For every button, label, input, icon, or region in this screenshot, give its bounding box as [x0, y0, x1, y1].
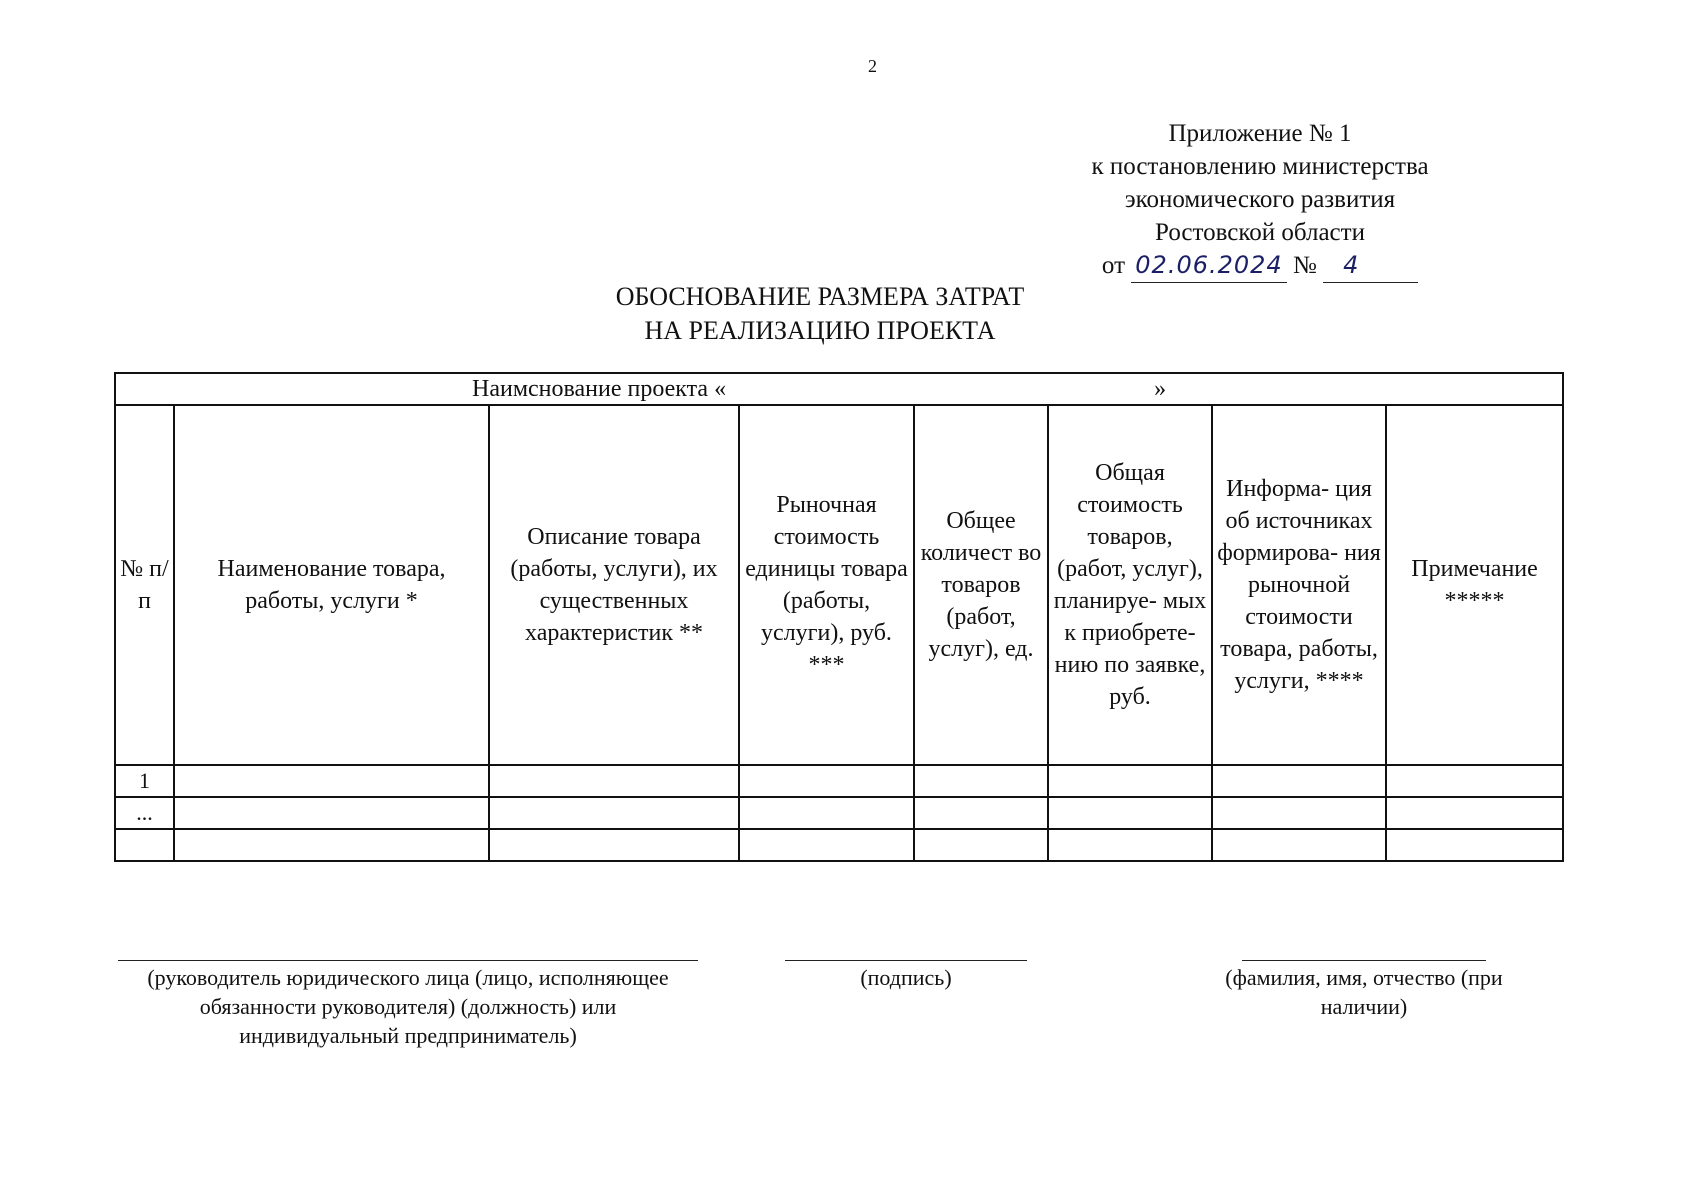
table-cell[interactable]	[489, 765, 739, 797]
date-prefix: от	[1101, 252, 1126, 279]
table-cell[interactable]	[914, 829, 1048, 861]
header-item-name: Наименование товара, работы, услуги *	[174, 405, 489, 765]
number-field	[1323, 249, 1418, 283]
table-cell[interactable]	[914, 797, 1048, 829]
project-name-row	[115, 373, 1563, 405]
signature-caption: (подпись)	[860, 965, 952, 990]
header-number: № п/ п	[115, 405, 174, 765]
table-cell[interactable]	[489, 797, 739, 829]
annex-block	[1080, 117, 1440, 283]
table-cell[interactable]	[1048, 765, 1212, 797]
header-quantity: Общее количест во товаров (работ, услуг), ед.	[914, 405, 1048, 765]
row-number: 1	[115, 765, 174, 797]
table-cell[interactable]	[1212, 765, 1386, 797]
number-prefix: №	[1292, 252, 1317, 279]
name-caption: (фамилия, имя, отчество (при наличии)	[1225, 965, 1503, 1019]
project-name-cell	[115, 373, 1563, 405]
date-field	[1131, 249, 1286, 283]
table-cell[interactable]	[739, 765, 914, 797]
table-row	[115, 797, 1563, 829]
annex-date-row	[1080, 249, 1440, 283]
table-cell[interactable]	[1048, 829, 1212, 861]
table-cell[interactable]	[489, 829, 739, 861]
row-number: ...	[115, 797, 174, 829]
name-signature-line	[1242, 960, 1486, 961]
table-cell[interactable]	[739, 797, 914, 829]
table-cell[interactable]	[739, 829, 914, 861]
table-cell[interactable]	[1386, 765, 1563, 797]
table-cell[interactable]	[174, 797, 489, 829]
annex-line-3: экономического развития	[1124, 186, 1396, 213]
header-unit-price: Рыночная стоимость единицы товара (работы, услуги), руб. ***	[739, 405, 914, 765]
table-cell[interactable]	[1386, 797, 1563, 829]
table-cell[interactable]	[1048, 797, 1212, 829]
header-note: Примечание *****	[1386, 405, 1563, 765]
table-cell[interactable]	[1212, 797, 1386, 829]
project-name-closing: »	[1154, 376, 1167, 402]
table-cell[interactable]	[174, 829, 489, 861]
table-row	[115, 829, 1563, 861]
table-cell[interactable]	[914, 765, 1048, 797]
position-signature-line	[118, 960, 698, 961]
table-cell[interactable]	[174, 765, 489, 797]
title-line-1: ОБОСНОВАНИЕ РАЗМЕРА ЗАТРАТ	[615, 282, 1025, 311]
annex-title: Приложение № 1	[1168, 120, 1352, 147]
header-description: Описание товара (работы, услуги), их существенных характеристик **	[489, 405, 739, 765]
table-cell[interactable]	[1386, 829, 1563, 861]
cost-justification-table	[114, 372, 1564, 862]
row-number	[115, 829, 174, 861]
header-row	[115, 405, 1563, 765]
title-line-2: НА РЕАЛИЗАЦИЮ ПРОЕКТА	[644, 316, 996, 345]
page-number: 2	[868, 56, 877, 76]
table-cell[interactable]	[1212, 829, 1386, 861]
annex-line-2: к постановлению министерства	[1091, 153, 1429, 180]
annex-line-4: Ростовской области	[1155, 219, 1365, 246]
project-name-label: Наимснование проекта «	[472, 376, 727, 402]
position-caption: (руководитель юридического лица (лицо, исполняющее обязанности руководителя) (должность) или индивидуальный предприниматель)	[147, 965, 669, 1048]
signature-line	[785, 960, 1027, 961]
table-row	[115, 765, 1563, 797]
document-title	[550, 280, 1090, 348]
header-price-sources: Информа- ция об источниках формирова- ния рыночной стоимости товара, работы, услуги, ****	[1212, 405, 1386, 765]
handwritten-date: 02.06.2024	[1135, 251, 1283, 279]
header-total-cost: Общая стоимость товаров, (работ, услуг), планируе- мых к приобрете- нию по заявке, руб.	[1048, 405, 1212, 765]
handwritten-number: 4	[1343, 251, 1360, 279]
